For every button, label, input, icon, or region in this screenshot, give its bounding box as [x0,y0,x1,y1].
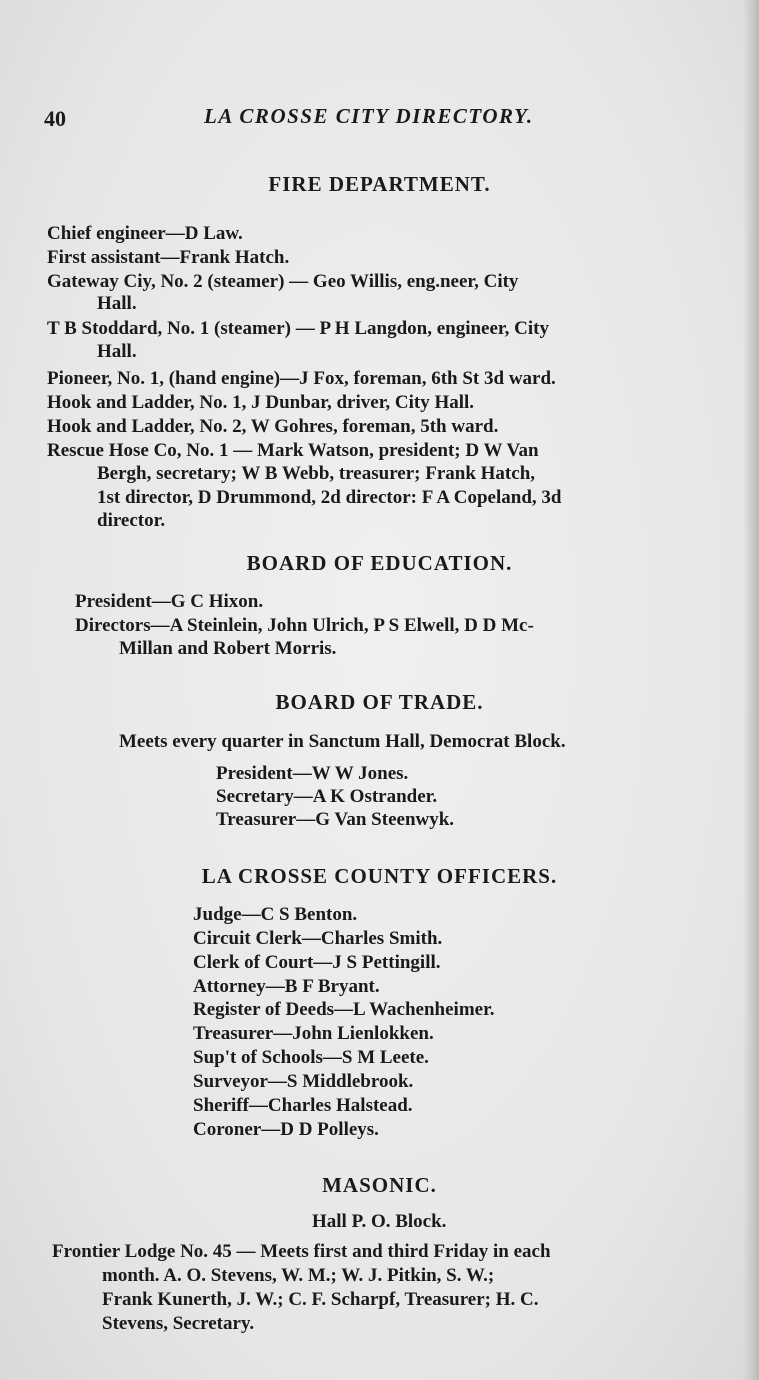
county-line: Attorney—B F Bryant. [193,976,380,997]
county-officers-title: LA CROSSE COUNTY OFFICERS. [201,864,558,888]
masonic-line: Frank Kunerth, J. W.; C. F. Scharpf, Treasurer; H. C. [102,1289,539,1310]
fire-line: Hook and Ladder, No. 2, W Gohres, foreman, 5th ward. [47,416,499,437]
fire-line: Hall. [97,293,137,314]
trade-line: Secretary—A K Ostrander. [216,786,438,807]
county-line: Treasurer—John Lienlokken. [193,1023,434,1044]
county-line: Circuit Clerk—Charles Smith. [193,928,443,949]
county-line: Coroner—D D Polleys. [193,1119,379,1140]
fire-line: Hook and Ladder, No. 1, J Dunbar, driver, City Hall. [47,392,475,413]
education-line: Directors—A Steinlein, John Ulrich, P S Elwell, D D Mc- [75,615,534,636]
fire-line: Chief engineer—D Law. [47,223,243,244]
masonic-title: MASONIC. [322,1173,437,1197]
masonic-line: month. A. O. Stevens, W. M.; W. J. Pitkin, S. W.; [102,1265,495,1286]
county-line: Clerk of Court—J S Pettingill. [193,952,441,973]
county-line: Judge—C S Benton. [193,904,358,925]
fire-line: First assistant—Frank Hatch. [47,247,290,268]
county-line: Surveyor—S Middlebrook. [193,1071,414,1092]
masonic-line: Hall P. O. Block. [312,1211,447,1232]
fire-line: Hall. [97,341,137,362]
fire-line: Bergh, secretary; W B Webb, treasurer; Frank Hatch, [97,463,536,484]
fire-department-title: FIRE DEPARTMENT. [268,172,491,196]
education-line: Millan and Robert Morris. [119,638,337,659]
board-of-trade-title: BOARD OF TRADE. [275,690,484,714]
fire-line: Pioneer, No. 1, (hand engine)—J Fox, foreman, 6th St 3d ward. [47,368,556,389]
page-header [0,100,759,134]
education-line: President—G C Hixon. [75,591,264,612]
running-head: LA CROSSE CITY DIRECTORY. [204,104,534,128]
fire-line: 1st director, D Drummond, 2d director: F A Copeland, 3d [97,487,562,508]
masonic-line: Stevens, Secretary. [102,1313,255,1334]
trade-line: Treasurer—G Van Steenwyk. [216,809,455,830]
fire-line: director. [97,510,166,531]
fire-line: T B Stoddard, No. 1 (steamer) — P H Langdon, engineer, City [47,318,549,339]
fire-line: Gateway Ciy, No. 2 (steamer) — Geo Willis, eng.neer, City [47,271,519,292]
trade-line: President—W W Jones. [216,763,409,784]
masonic-line: Frontier Lodge No. 45 — Meets first and third Friday in each [52,1241,551,1262]
county-line: Sup't of Schools—S M Leete. [193,1047,429,1068]
fire-line: Rescue Hose Co, No. 1 — Mark Watson, president; D W Van [47,440,539,461]
county-line: Sheriff—Charles Halstead. [193,1095,413,1116]
board-of-education-title: BOARD OF EDUCATION. [246,551,513,575]
page-number: 40 [44,106,66,131]
county-line: Register of Deeds—L Wachenheimer. [193,999,495,1020]
trade-line: Meets every quarter in Sanctum Hall, Democrat Block. [119,731,566,752]
